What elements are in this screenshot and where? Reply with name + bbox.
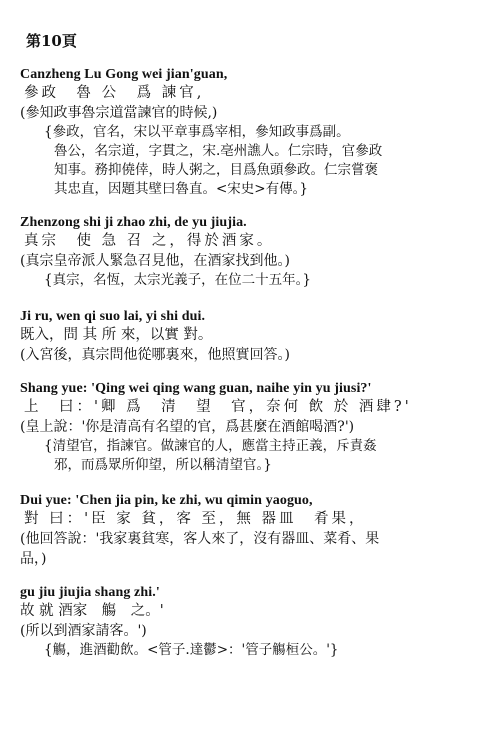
pinyin-line: Ji ru, wen qi suo lai, yi shi dui.: [20, 309, 206, 324]
annotation-line: 知事。務抑僥倖，時人粥之，目爲魚頭參政。仁宗嘗褒: [54, 162, 378, 178]
chinese-line: 對 曰：'臣 家 貧，客 至，無 器皿 肴果，: [24, 511, 367, 527]
translation-line: (真宗皇帝派人緊急召見他，在酒家找到他。): [20, 253, 290, 269]
pinyin-line: Dui yue: 'Chen jia pin, ke zhi, wu qimin yaoguo,: [20, 493, 313, 508]
annotation-line: 邪，而爲眾所仰望，所以稱清望官。}: [54, 457, 272, 473]
chinese-line: 上 曰：'卿 爲 清 望 官，奈何 飲 於 酒肆?': [24, 399, 412, 415]
translation-line: (所以到酒家請客。'): [20, 623, 147, 639]
annotation: [20, 271, 490, 290]
pinyin-line: gu jiu jiujia shang zhi.': [20, 585, 160, 600]
annotation-line: {觴，進酒勸飲。<管子.達鬱>：'管子觴桓公。'}: [44, 642, 339, 658]
translation-line: (入宮後，真宗問他從哪裏來，他照實回答。): [20, 347, 290, 363]
annotation: [20, 123, 490, 199]
passage-section-6: [20, 584, 490, 660]
pinyin-line: Canzheng Lu Gong wei jian'guan,: [20, 67, 228, 82]
passage-section-2: [20, 214, 490, 290]
passage-section-1: [20, 66, 490, 199]
translation-line: (皇上說：'你是清高有名望的官，爲甚麼在酒館喝酒?'): [20, 419, 355, 435]
annotation-line: {清望官，指諫官。做諫官的人，應當主持正義，斥責姦: [44, 438, 377, 454]
passage-section-5: [20, 492, 490, 569]
annotation-line: 魯公，名宗道，字貫之，宋.亳州譙人。仁宗時，官參政: [54, 143, 383, 159]
annotation: [20, 641, 490, 660]
pinyin-line: Shang yue: 'Qing wei qing wang guan, naihe yin yu jiusi?': [20, 381, 372, 396]
annotation-line: 其忠直，因題其壁曰魯直。<宋史>有傳。}: [54, 181, 308, 197]
translation-line: (參知政事魯宗道當諫官的時候,): [20, 105, 218, 121]
chinese-line: 真宗 使 急 召 之，得於酒家。: [24, 233, 275, 249]
pinyin-line: Zhenzong shi ji zhao zhi, de yu jiujia.: [20, 215, 247, 230]
page-number: 第10頁: [26, 32, 77, 50]
translation-line: (他回答說：'我家裏貧寒，客人來了，沒有器皿、菜肴、果: [20, 531, 380, 547]
chinese-line: 故 就 酒家 觴 之。': [20, 603, 164, 619]
translation-line-continued: 品，): [20, 551, 47, 567]
chinese-line: 參政 魯 公 爲 諫官,: [24, 85, 205, 101]
passage-section-4: [20, 380, 490, 475]
chinese-line: 既入，問 其 所 來，以實 對。: [20, 327, 213, 343]
annotation: [20, 437, 490, 475]
annotation-line: {真宗，名恆，太宗光義子，在位二十五年。}: [44, 272, 311, 288]
passage-section-3: [20, 308, 490, 365]
annotation-line: {參政，官名，宋以平章事爲宰相，參知政事爲副。: [44, 124, 350, 140]
